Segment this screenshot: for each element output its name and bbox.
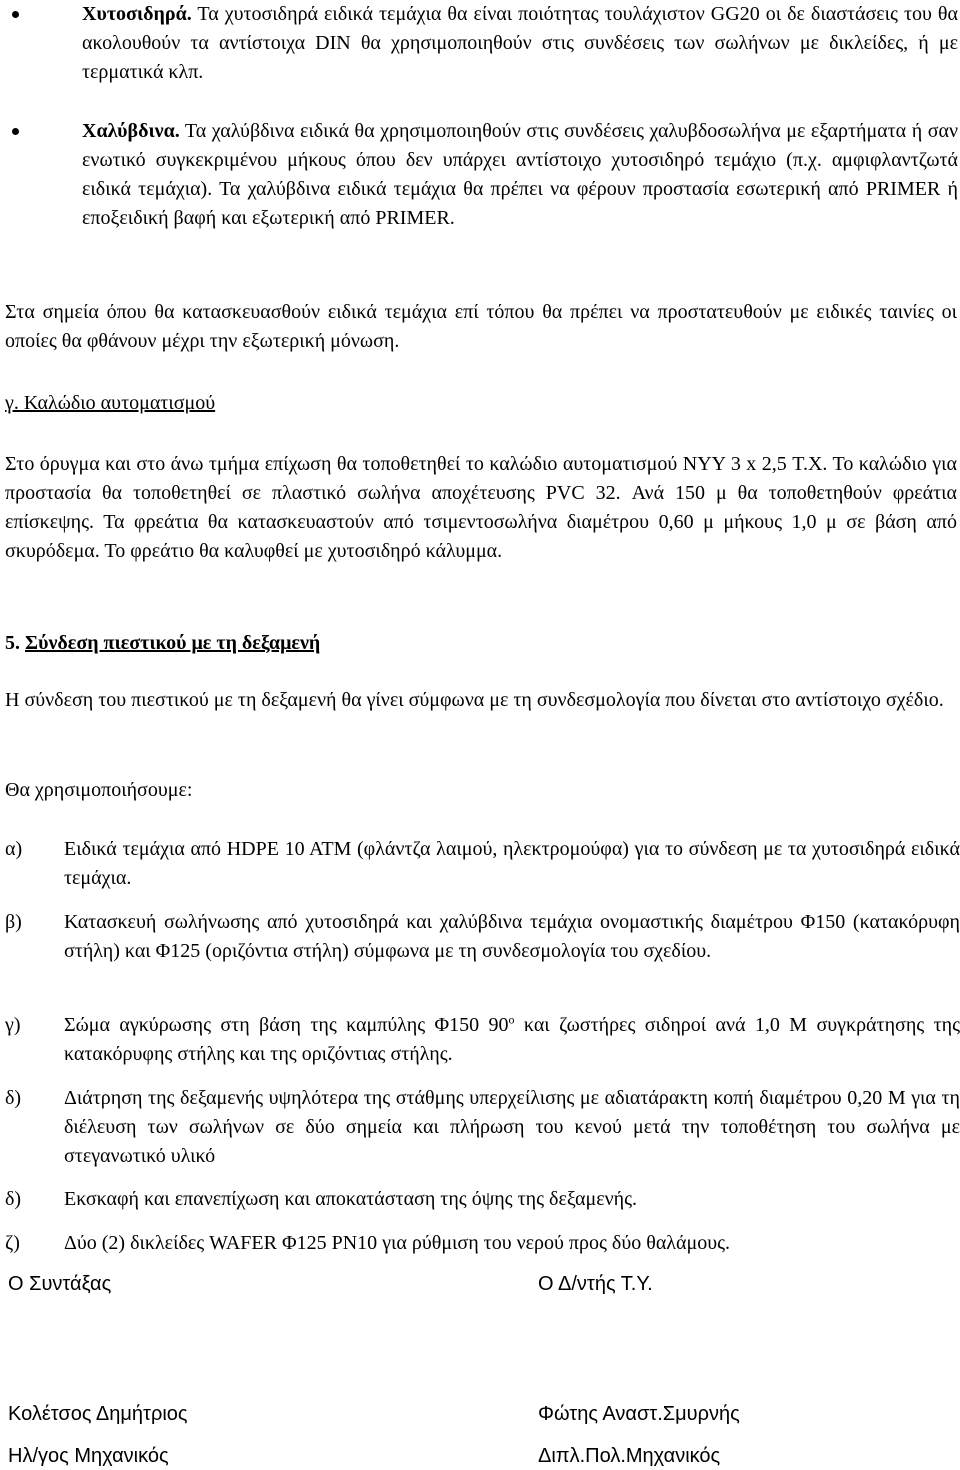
degree-superscript: ο xyxy=(508,1012,515,1027)
bullet-body: Τα χαλύβδινα ειδικά θα χρησιμοποιηθούν στις συνδέσεις χαλυβδοσωλήνα με εξαρτήματα ή σαν ενωτικό συγκεκριμένου μήκους όπου δεν υπάρχει αντίστοιχο χυτοσιδηρό τεμάχιο (π.χ. αμφιφλαντζωτά ειδικά τεμάχια). Τα χαλύβδινα ειδικά τεμάχια θα πρέπει να φέρουν προστασία εσωτερική από PRIMER ή εποξειδική βαφή και εξωτερική από PRIMER. xyxy=(82,120,958,229)
author-name: Κολέτσος Δημήτριος xyxy=(8,1403,188,1425)
bullet-title: Χαλύβδινα. xyxy=(82,120,180,142)
director-name: Φώτης Αναστ.Σμυρνής xyxy=(538,1403,740,1425)
item-text: Εκσκαφή και επανεπίχωση και αποκατάσταση της όψης της δεξαμενής. xyxy=(64,1188,638,1210)
item-label: δ) xyxy=(5,1188,22,1210)
item-text-part: και ζωστήρες σιδηροί ανά 1,0 Μ συγκράτησης της κατακόρυφης στήλης και της οριζόντιας στήλης. xyxy=(64,1014,960,1065)
item-text: Διάτρηση της δεξαμενής υψηλότερα της στάθμης υπερχείλισης με αδιατάρακτη κοπή διαμέτρου 0,20 Μ για τη διέλευση των σωλήνων σε δύο σημεία και πλήρωση του κενού μετά την τοποθέτηση του σωλήνα με στεγανωτικό υλικό xyxy=(64,1087,960,1167)
item-text-part: Σώμα αγκύρωσης στη βάση της καμπύλης Φ150 90 xyxy=(64,1014,509,1036)
item-label: α) xyxy=(5,838,23,860)
item-label: δ) xyxy=(5,1087,22,1109)
director-role: Διπλ.Πολ.Μηχανικός xyxy=(538,1445,721,1467)
cable-paragraph: Στο όρυγμα και στο άνω τμήμα επίχωση θα τοποθετηθεί το καλώδιο αυτοματισμού NYY 3 x 2,5 Τ.Χ. Το καλώδιο για προστασία θα τοποθετηθεί σε πλαστικό σωλήνα αποχέτευσης PVC 32. Ανά 150 μ θα τοποθετηθούν φρεάτια επίσκεψης. Τα φρεάτια θα κατασκευαστούν από τσιμεντοσωλήνα διαμέτρου 0,60 μ μήκους 1,0 μ σε βάση από σκυρόδεμα. Το φρεάτιο θα καλυφθεί με χυτοσιδηρό κάλυμμα. xyxy=(5,453,957,562)
protection-paragraph: Στα σημεία όπου θα κατασκευασθούν ειδικά τεμάχια επί τόπου θα πρέπει να προστατευθούν με ειδικές ταινίες οι οποίες θα φθάνουν μέχρι την εξωτερική μόνωση. xyxy=(5,301,957,352)
author-role: Ηλ/γος Μηχανικός xyxy=(8,1445,169,1467)
use-intro: Θα χρησιμοποιήσουμε: xyxy=(5,779,193,801)
author-title: Ο Συντάξας xyxy=(8,1273,112,1295)
section-title: Σύνδεση πιεστικού με τη δεξαμενή xyxy=(25,632,321,654)
cable-heading: γ. Καλώδιο αυτοματισμού xyxy=(5,392,216,414)
bullet-icon xyxy=(12,11,19,18)
bullet-body: Τα χυτοσιδηρά ειδικά τεμάχια θα είναι ποιότητας τουλάχιστον GG20 οι δε διαστάσεις του θα ακολουθούν τα αντίστοιχα DIN θα χρησιμοποιηθούν στις συνδέσεις των σωλήνων με δικλείδες, ή με τερματικά κλπ. xyxy=(82,3,958,83)
bullet-title: Χυτοσιδηρά. xyxy=(82,3,192,25)
item-text: Κατασκευή σωλήνωσης από χυτοσιδηρά και χαλύβδινα τεμάχια ονομαστικής διαμέτρου Φ150 (κατακόρυφη στήλη) και Φ125 (οριζόντια στήλη) σύμφωνα με τη συνδεσμολογία του σχεδίου. xyxy=(64,911,960,962)
bullet-steel-text xyxy=(82,117,958,233)
item-text: Δύο (2) δικλείδες WAFER Φ125 PN10 για ρύθμιση του νερού προς δύο θαλάμους. xyxy=(64,1232,731,1254)
item-text xyxy=(64,1011,960,1069)
bullet-cast-iron-text xyxy=(82,0,958,87)
item-label: β) xyxy=(5,911,22,933)
section-5-heading xyxy=(5,629,957,658)
item-text: Ειδικά τεμάχια από HDPE 10 ATM (φλάντζα λαιμού, ηλεκτρομούφα) για το σύνδεση με τα χυτοσιδηρά ειδικά τεμάχια. xyxy=(64,838,960,889)
section-number: 5. xyxy=(5,632,20,654)
bullet-icon xyxy=(12,128,19,135)
item-label: ζ) xyxy=(5,1232,20,1254)
director-title: Ο Δ/ντής Τ.Υ. xyxy=(538,1273,653,1295)
connection-paragraph: Η σύνδεση του πιεστικού με τη δεξαμενή θα γίνει σύμφωνα με τη συνδεσμολογία που δίνεται στο αντίστοιχο σχέδιο. xyxy=(5,689,944,711)
item-label: γ) xyxy=(5,1014,21,1036)
